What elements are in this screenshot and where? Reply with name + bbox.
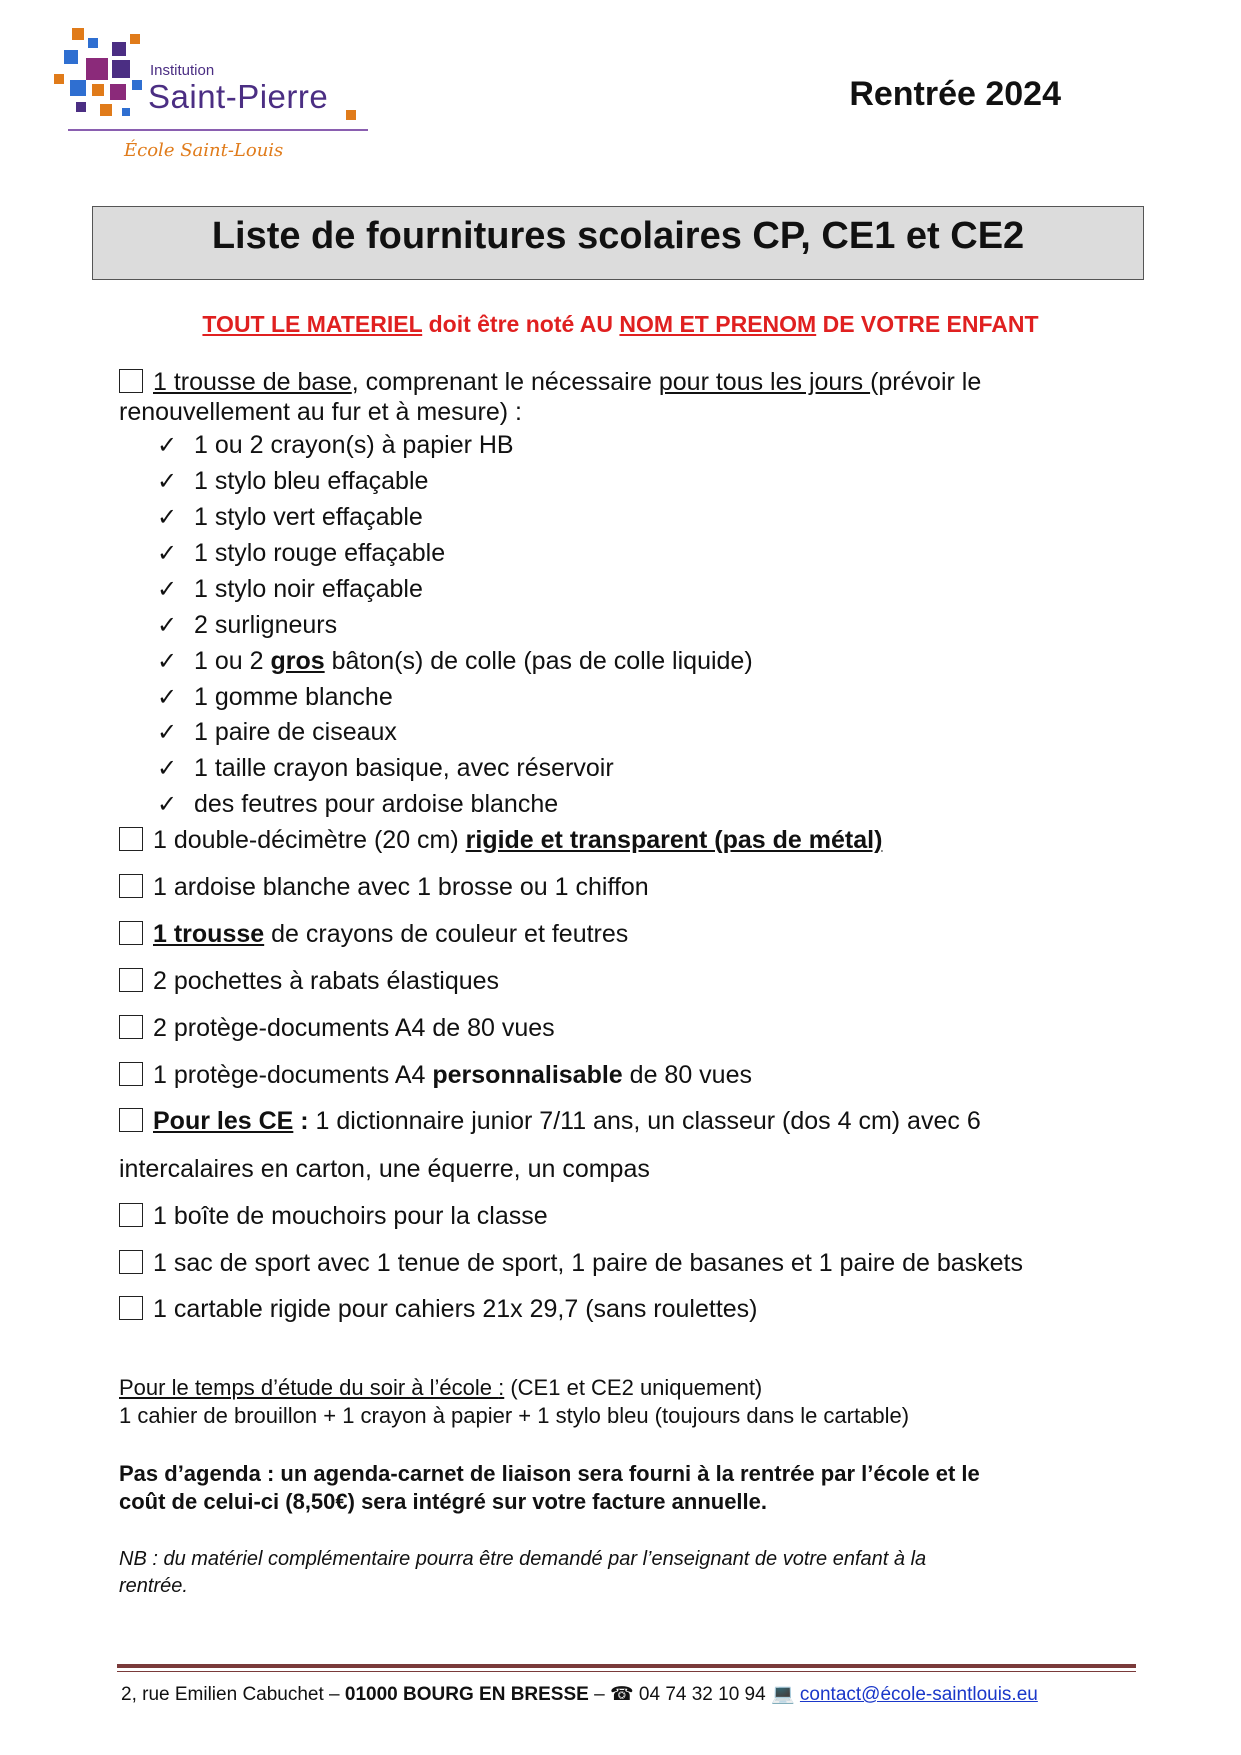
item-cartable: 1 cartable rigide pour cahiers 21x 29,7 (sans roulettes) xyxy=(119,1295,758,1324)
nb-line-2: rentrée. xyxy=(119,1575,188,1597)
check-icon: ✓ xyxy=(157,684,178,711)
sub-item: 1 gomme blanche xyxy=(194,683,393,711)
checkbox[interactable] xyxy=(119,1108,143,1132)
sub-item: 1 paire de ciseaux xyxy=(194,718,397,746)
item-pochettes: 2 pochettes à rabats élastiques xyxy=(119,967,499,996)
checkbox[interactable] xyxy=(119,874,143,898)
item-protege-1: 2 protège-documents A4 de 80 vues xyxy=(119,1014,555,1043)
sub-item: des feutres pour ardoise blanche xyxy=(194,790,559,818)
check-icon: ✓ xyxy=(157,432,178,459)
item-trousse-base: 1 trousse de base, comprenant le nécessaire pour tous les jours (prévoir le xyxy=(119,368,981,397)
agenda-line-2: coût de celui-ci (8,50€) sera intégré sur votre facture annuelle. xyxy=(119,1489,768,1514)
item-sport: 1 sac de sport avec 1 tenue de sport, 1 paire de basanes et 1 paire de baskets xyxy=(119,1249,1023,1278)
sub-item-colle: 1 ou 2 gros bâton(s) de colle (pas de colle liquide) xyxy=(194,647,753,675)
title-box xyxy=(92,206,1144,280)
rentree-heading: Rentrée 2024 xyxy=(849,75,1061,113)
checkbox[interactable] xyxy=(119,1015,143,1039)
item-mouchoirs: 1 boîte de mouchoirs pour la classe xyxy=(119,1202,548,1231)
email-link[interactable]: contact@école-saintlouis.eu xyxy=(799,1684,1038,1705)
checkbox[interactable] xyxy=(119,921,143,945)
sub-item: 1 stylo vert effaçable xyxy=(194,503,423,531)
item-trousse-base-cont: renouvellement au fur et à mesure) : xyxy=(119,398,522,426)
check-icon: ✓ xyxy=(157,504,178,531)
checkbox[interactable] xyxy=(119,968,143,992)
warning-line: TOUT LE MATERIEL doit être noté AU NOM ET PRENOM DE VOTRE ENFANT xyxy=(202,311,1039,337)
sub-item: 1 taille crayon basique, avec réservoir xyxy=(194,754,614,782)
checkbox[interactable] xyxy=(119,1296,143,1320)
check-icon: ✓ xyxy=(157,612,178,639)
checkbox[interactable] xyxy=(119,369,143,393)
page-title: Liste de fournitures scolaires CP, CE1 et CE2 xyxy=(211,215,1025,257)
sub-item: 1 stylo rouge effaçable xyxy=(194,539,446,567)
item-ce: Pour les CE : 1 dictionnaire junior 7/11 ans, un classeur (dos 4 cm) avec 6 xyxy=(119,1107,981,1136)
etude-heading: Pour le temps d’étude du soir à l’école : (CE1 et CE2 uniquement) xyxy=(119,1375,763,1400)
phone-icon: ☎ xyxy=(609,1684,634,1705)
logo-underline xyxy=(68,129,368,131)
check-icon: ✓ xyxy=(157,791,178,818)
item-protege-2: 1 protège-documents A4 personnalisable de 80 vues xyxy=(119,1061,752,1090)
item-ce-cont: intercalaires en carton, une équerre, un compas xyxy=(119,1155,650,1183)
item-ardoise: 1 ardoise blanche avec 1 brosse ou 1 chiffon xyxy=(119,873,649,902)
agenda-line-1: Pas d’agenda : un agenda-carnet de liaison sera fourni à la rentrée par l’école et le xyxy=(119,1461,980,1486)
item-trousse-couleur: 1 trousse de crayons de couleur et feutres xyxy=(119,920,628,949)
computer-icon: 💻 xyxy=(770,1684,795,1705)
check-icon: ✓ xyxy=(157,719,178,746)
sub-item: 2 surligneurs xyxy=(194,611,338,639)
checkbox[interactable] xyxy=(119,827,143,851)
school-logo xyxy=(50,28,370,168)
footer-rule-thin xyxy=(117,1671,1136,1672)
checkbox[interactable] xyxy=(119,1250,143,1274)
footer: 2, rue Emilien Cabuchet – 01000 BOURG EN BRESSE – ☎ 04 74 32 10 94 💻 contact@école-saintlouis.eu xyxy=(121,1684,1038,1705)
footer-rule xyxy=(117,1664,1136,1668)
nb-line-1: NB : du matériel complémentaire pourra être demandé par l’enseignant de votre enfant à la xyxy=(119,1548,927,1570)
check-icon: ✓ xyxy=(157,648,178,675)
check-icon: ✓ xyxy=(157,576,178,603)
logo-ecole: École Saint-Louis xyxy=(124,140,284,161)
etude-items: 1 cahier de brouillon + 1 crayon à papier + 1 stylo bleu (toujours dans le cartable) xyxy=(119,1403,910,1428)
logo-name: Saint-Pierre xyxy=(148,78,329,115)
logo-institution: Institution xyxy=(150,62,215,79)
check-icon: ✓ xyxy=(157,468,178,495)
sub-item: 1 stylo bleu effaçable xyxy=(194,467,429,495)
sub-item: 1 ou 2 crayon(s) à papier HB xyxy=(194,431,514,459)
sub-item: 1 stylo noir effaçable xyxy=(194,575,423,603)
item-decimetre: 1 double-décimètre (20 cm) rigide et transparent (pas de métal) xyxy=(119,826,882,855)
check-icon: ✓ xyxy=(157,755,178,782)
check-icon: ✓ xyxy=(157,540,178,567)
checkbox[interactable] xyxy=(119,1203,143,1227)
checkbox[interactable] xyxy=(119,1062,143,1086)
